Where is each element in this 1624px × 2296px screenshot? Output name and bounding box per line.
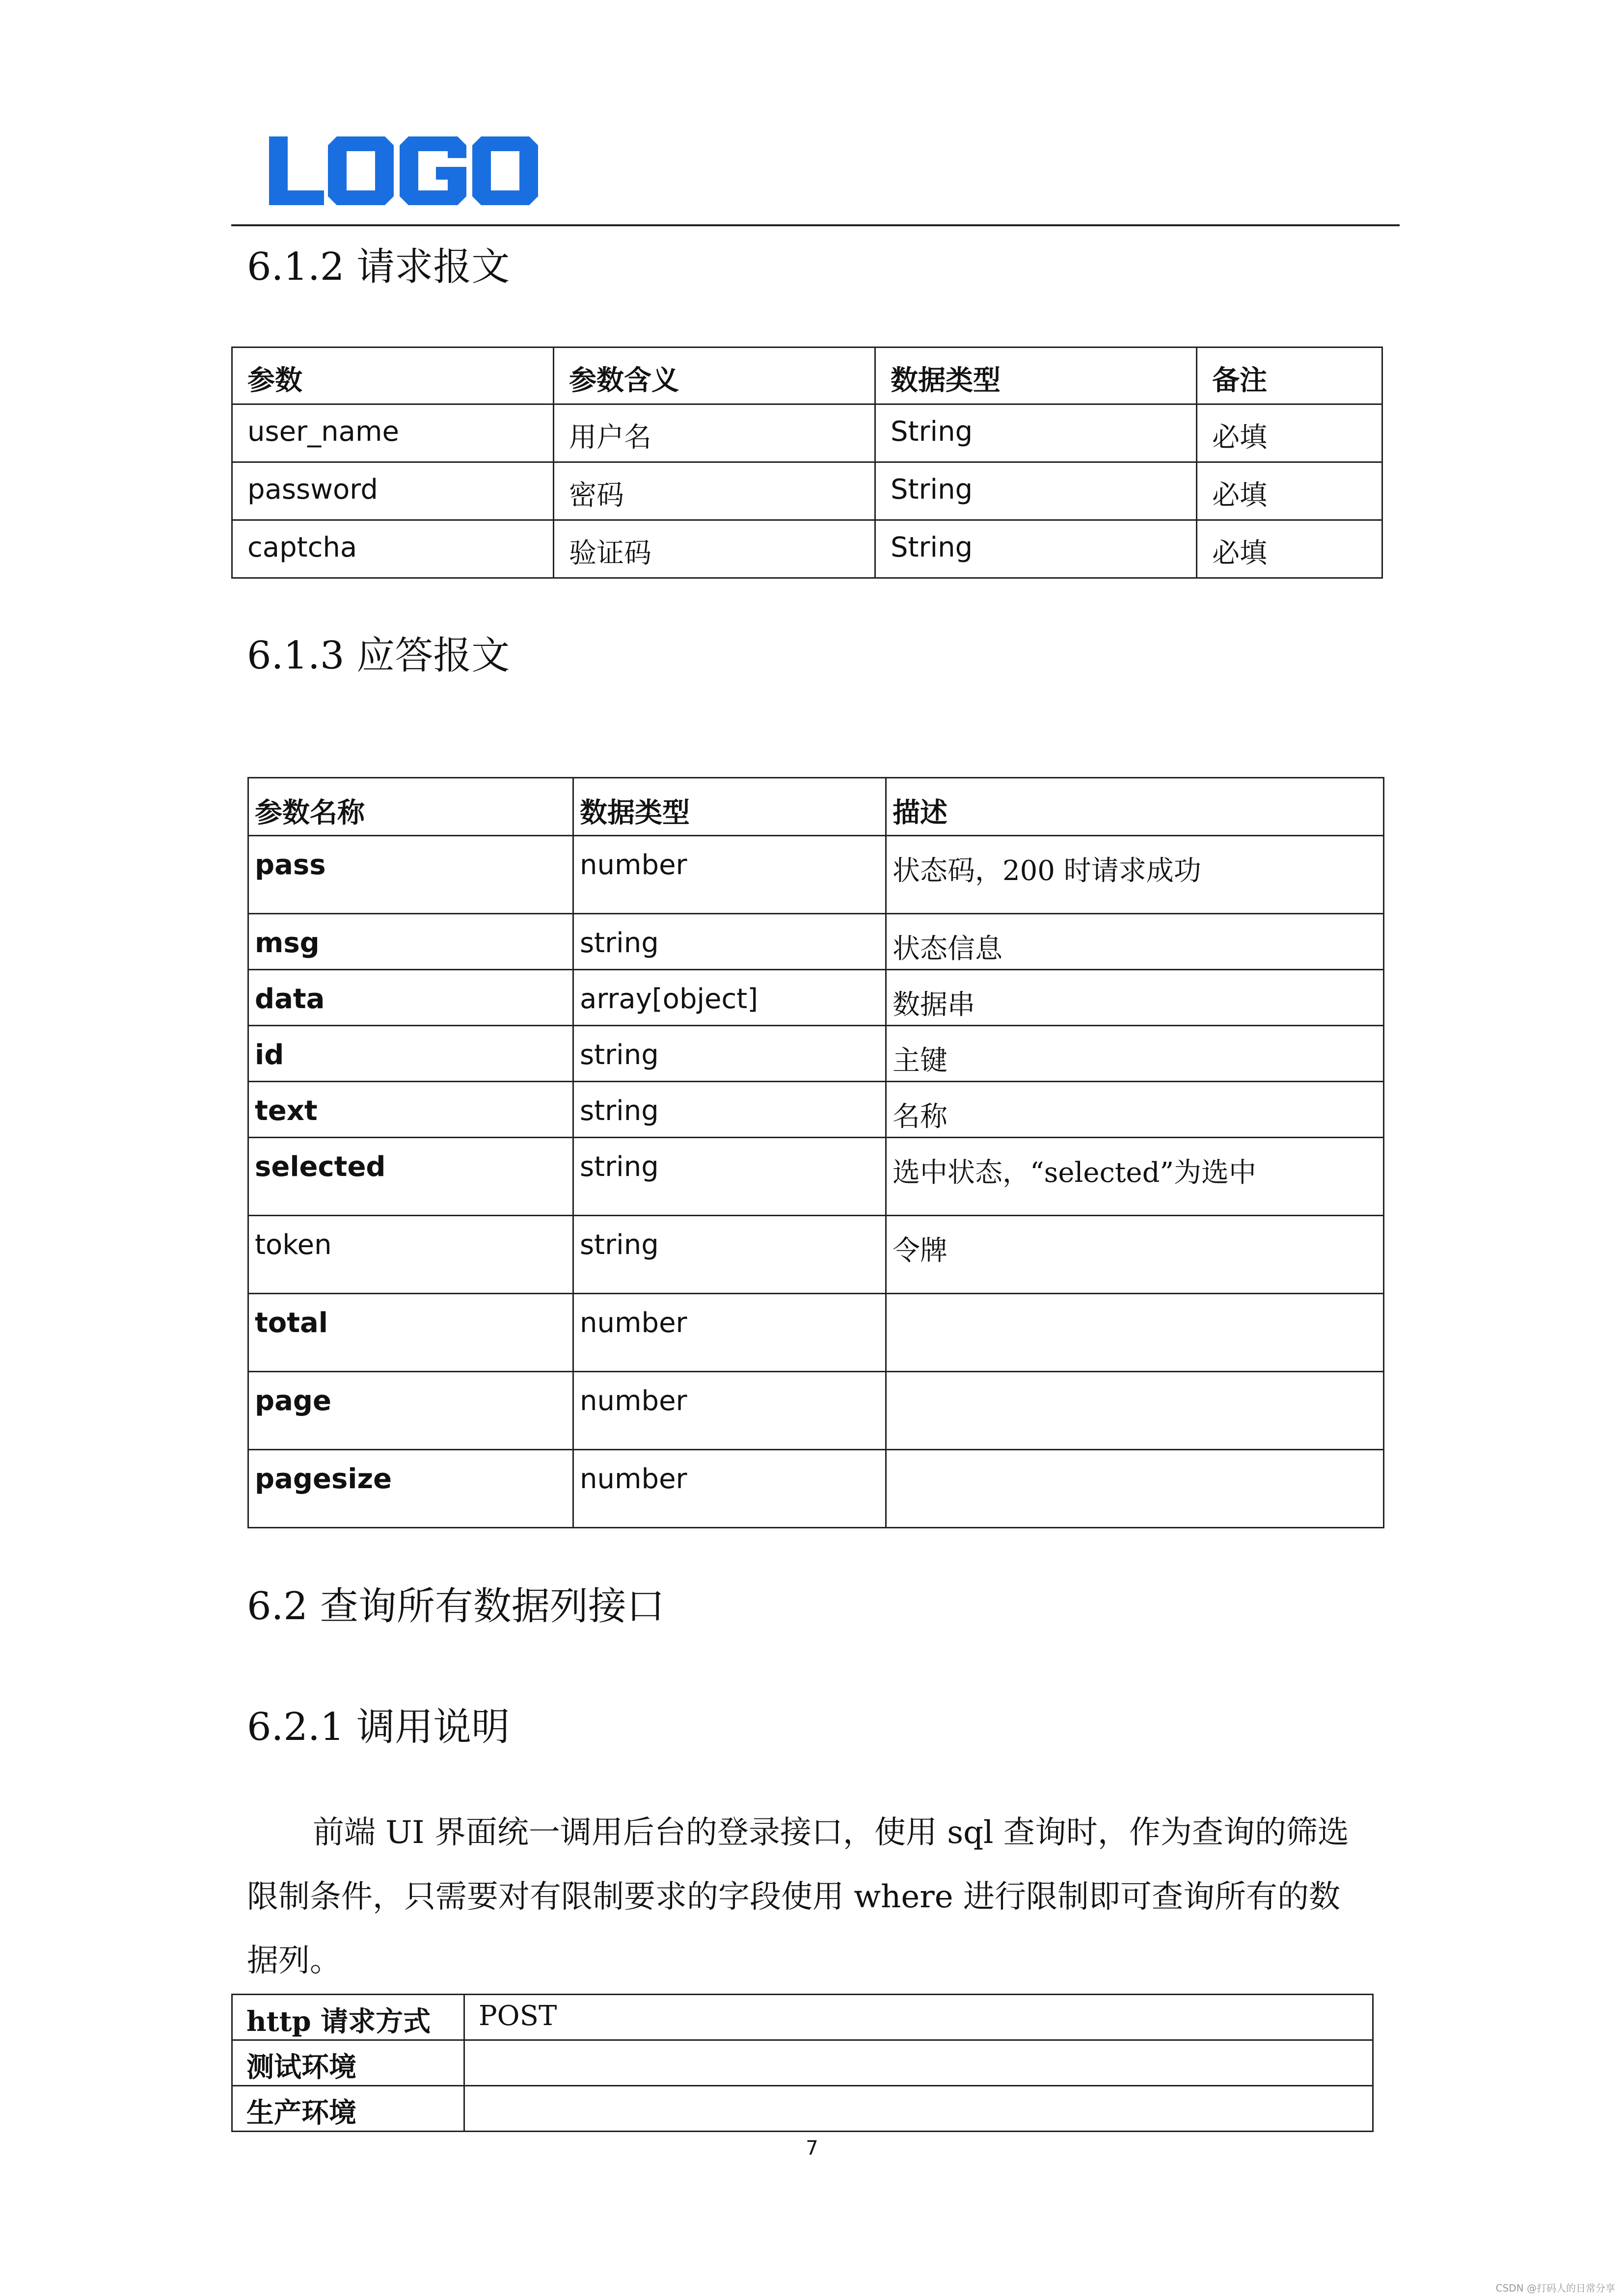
section-title-usage: 6.2.1 调用说明 (247, 1705, 510, 1749)
param-cell: page (248, 1372, 573, 1450)
section-title-query-api: 6.2 查询所有数据列接口 (247, 1584, 665, 1629)
desc-cell (886, 1372, 1384, 1450)
param-cell: pass (248, 836, 573, 914)
value-cell (464, 2040, 1373, 2086)
header-cell: 数据类型 (573, 778, 886, 836)
header-cell: 参数 (232, 347, 554, 404)
table-row (232, 520, 1382, 578)
logo-text: LOGO (265, 136, 267, 137)
header-divider (231, 224, 1400, 226)
table-row (232, 2086, 1373, 2132)
table-row (248, 836, 1384, 914)
note-cell: 必填 (1197, 404, 1382, 462)
table-row (232, 404, 1382, 462)
table-row (248, 1026, 1384, 1082)
param-cell: data (248, 970, 573, 1026)
table-header-row (232, 347, 1382, 404)
desc-cell (886, 1294, 1384, 1372)
param-cell: text (248, 1082, 573, 1138)
desc-cell: 状态信息 (886, 914, 1384, 970)
note-cell: 必填 (1197, 520, 1382, 578)
type-cell: string (573, 1026, 886, 1082)
table-row (232, 1995, 1373, 2040)
note-cell: 必填 (1197, 462, 1382, 520)
type-cell: String (875, 520, 1197, 578)
value-cell: POST (464, 1995, 1373, 2040)
table-row (248, 914, 1384, 970)
desc-cell: 令牌 (886, 1216, 1384, 1294)
param-cell: selected (248, 1138, 573, 1216)
desc-cell: 选中状态，“selected”为选中 (886, 1138, 1384, 1216)
table-row (248, 1450, 1384, 1528)
type-cell: number (573, 1372, 886, 1450)
table-row (248, 1216, 1384, 1294)
type-cell: number (573, 1294, 886, 1372)
table-row (248, 1138, 1384, 1216)
param-cell: msg (248, 914, 573, 970)
param-cell: pagesize (248, 1450, 573, 1528)
page-number: 7 (806, 2137, 818, 2160)
desc-cell: 状态码，200 时请求成功 (886, 836, 1384, 914)
param-cell: user_name (232, 404, 554, 462)
label-cell: 生产环境 (232, 2086, 464, 2132)
param-cell: captcha (232, 520, 554, 578)
header-cell: 参数含义 (554, 347, 875, 404)
watermark: CSDN @打码人的日常分享 (1495, 2282, 1615, 2294)
type-cell: array[object] (573, 970, 886, 1026)
type-cell: String (875, 404, 1197, 462)
label-cell: http 请求方式 (232, 1995, 464, 2040)
logo (265, 136, 550, 207)
meaning-cell: 验证码 (554, 520, 875, 578)
table-row (248, 1294, 1384, 1372)
param-cell: password (232, 462, 554, 520)
description-line: 限制条件，只需要对有限制要求的字段使用 where 进行限制即可查询所有的数 (247, 1879, 1341, 1915)
header-cell: 参数名称 (248, 778, 573, 836)
table-row (232, 462, 1382, 520)
table-row (232, 2040, 1373, 2086)
type-cell: String (875, 462, 1197, 520)
desc-cell: 数据串 (886, 970, 1384, 1026)
header-cell: 描述 (886, 778, 1384, 836)
desc-cell: 名称 (886, 1082, 1384, 1138)
param-cell: id (248, 1026, 573, 1082)
type-cell: string (573, 1216, 886, 1294)
table-header-row (248, 778, 1384, 836)
table-row (248, 970, 1384, 1026)
desc-cell: 主键 (886, 1026, 1384, 1082)
type-cell: string (573, 1082, 886, 1138)
meaning-cell: 用户名 (554, 404, 875, 462)
desc-cell (886, 1450, 1384, 1528)
type-cell: number (573, 1450, 886, 1528)
table-row (248, 1082, 1384, 1138)
section-title-response: 6.1.3 应答报文 (247, 634, 510, 678)
request-params-table (231, 347, 1383, 579)
label-cell: 测试环境 (232, 2040, 464, 2086)
description-line: 据列。 (247, 1943, 341, 1979)
header-cell: 备注 (1197, 347, 1382, 404)
meaning-cell: 密码 (554, 462, 875, 520)
value-cell (464, 2086, 1373, 2132)
param-cell: total (248, 1294, 573, 1372)
param-cell: token (248, 1216, 573, 1294)
response-params-table (247, 777, 1384, 1528)
section-title-request: 6.1.2 请求报文 (247, 245, 510, 289)
type-cell: string (573, 1138, 886, 1216)
header-cell: 数据类型 (875, 347, 1197, 404)
table-row (248, 1372, 1384, 1450)
type-cell: string (573, 914, 886, 970)
description-line: 前端 UI 界面统一调用后台的登录接口，使用 sql 查询时，作为查询的筛选 (313, 1815, 1349, 1851)
http-info-table (231, 1994, 1374, 2132)
type-cell: number (573, 836, 886, 914)
